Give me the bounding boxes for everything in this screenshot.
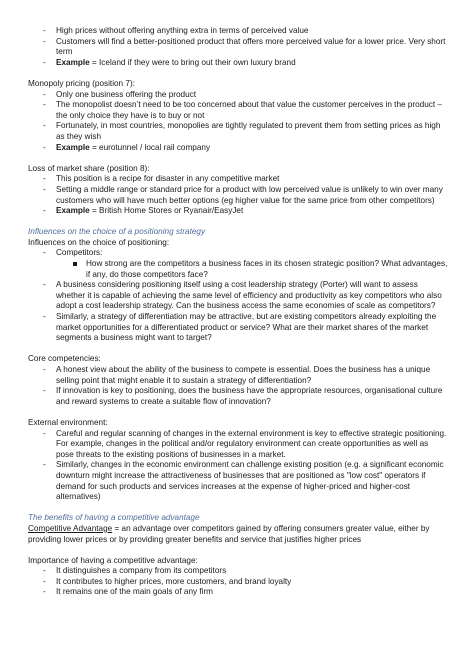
list-item: - Similarly, a strategy of differentiation may be attractive, but are existing competitors already exploiting the market opportunities for a differentiated product or service? What are their market shares of the market segments a business might want to target? (28, 312, 448, 344)
competitive-advantage-definition (28, 524, 448, 545)
list-item: - Setting a middle range or standard price for a product with low perceived value is unlikely to win over many customers who will have much better options (eg higher value for the same price from other competitors) (28, 185, 448, 206)
list-item: - A business considering positioning itself using a cost leadership strategy (Porter) will want to assess whether it is capable of achieving the same level of efficiency and productivity as key competitors who also adopt a cost leadership strategy. Can the business access the same economies of scale as competitors? (28, 280, 448, 312)
list-item: - This position is a recipe for disaster in any competitive market (28, 174, 448, 185)
core-heading: Core competencies: (28, 354, 101, 364)
importance-heading: Importance of having a competitive advantage: (28, 555, 198, 565)
example-text: = Iceland if they were to bring out their own luxury brand (89, 57, 296, 67)
list-item: - It remains one of the main goals of any firm (28, 587, 448, 598)
example-label: Example (56, 206, 90, 216)
loss-list (28, 174, 448, 216)
list-item: - Only one business offering the product (28, 90, 448, 101)
sub-list-item: How strong are the competitors a business faces in its chosen strategic position? What advantages, if any, do those competitors face? (56, 259, 448, 280)
definition-term: Competitive Advantage (28, 523, 113, 533)
core-list (28, 365, 448, 407)
document-content (28, 26, 448, 598)
example-label: Example (56, 57, 90, 67)
list-item: - A honest view about the ability of the business to compete is essential. Does the business has a unique selling point that might enable it to sustain a strategy of differentiation? (28, 365, 448, 386)
list-item: - If innovation is key to positioning, does the business have the appropriate resources, organisational culture and reward systems to create a suitable flow of innovation? (28, 386, 448, 407)
list-item (28, 206, 448, 217)
list-item: - The monopolist doesn’t need to be too concerned about that value the customer perceives in the product – the only choice they have is to buy or not (28, 100, 448, 121)
list-item: - It contributes to higher prices, more customers, and brand loyalty (28, 577, 448, 588)
list-item: - Careful and regular scanning of changes in the external environment is key to effective strategic positioning. For example, changes in the political and/or regulatory environment can create opportunities as well as pose threats to the existing positions of businesses in a market. (28, 429, 448, 461)
example-label: Example (56, 142, 90, 152)
list-item: - It distinguishes a company from its competitors (28, 566, 448, 577)
influences-intro: Influences on the choice of positioning: (28, 237, 170, 247)
competitors-sublist (56, 259, 448, 280)
monopoly-heading: Monopoly pricing (position 7): (28, 78, 135, 88)
example-text: = British Home Stores or Ryanair/EasyJet (89, 206, 244, 216)
list-item: - Similarly, changes in the economic environment can challenge existing position (e.g. a significant economic downturn might increase the attractiveness of businesses that are positioned as "low cost" operators if demand for such products and services increases at the expense of higher-priced and higher-cost alternatives) (28, 460, 448, 502)
external-heading: External environment: (28, 417, 108, 427)
list-item (28, 248, 448, 280)
list-item: - Customers will find a better-positioned product that offers more perceived value for a lower price. Very short term (28, 37, 448, 58)
example-text: = eurotunnel / local rail company (89, 142, 211, 152)
list-item (28, 58, 448, 69)
list-item: - High prices without offering anything extra in terms of perceived value (28, 26, 448, 37)
influences-list (28, 248, 448, 343)
loss-heading: Loss of market share (position 8): (28, 163, 150, 173)
benefits-subheading: The benefits of having a competitive advantage (28, 513, 200, 523)
top-list (28, 26, 448, 68)
importance-list (28, 566, 448, 598)
external-list (28, 429, 448, 503)
influences-subheading: Influences on the choice of a positioning strategy (28, 227, 206, 237)
list-item: - Fortunately, in most countries, monopolies are tightly regulated to prevent them from setting prices as high as they wish (28, 121, 448, 142)
monopoly-list (28, 90, 448, 154)
competitors-label: Competitors: (56, 248, 103, 258)
list-item (28, 143, 448, 154)
definition-text: = an advantage over competitors gained by offering consumers greater value, either by providing lower prices or by providing greater benefits and service that justifies higher prices (28, 523, 430, 544)
